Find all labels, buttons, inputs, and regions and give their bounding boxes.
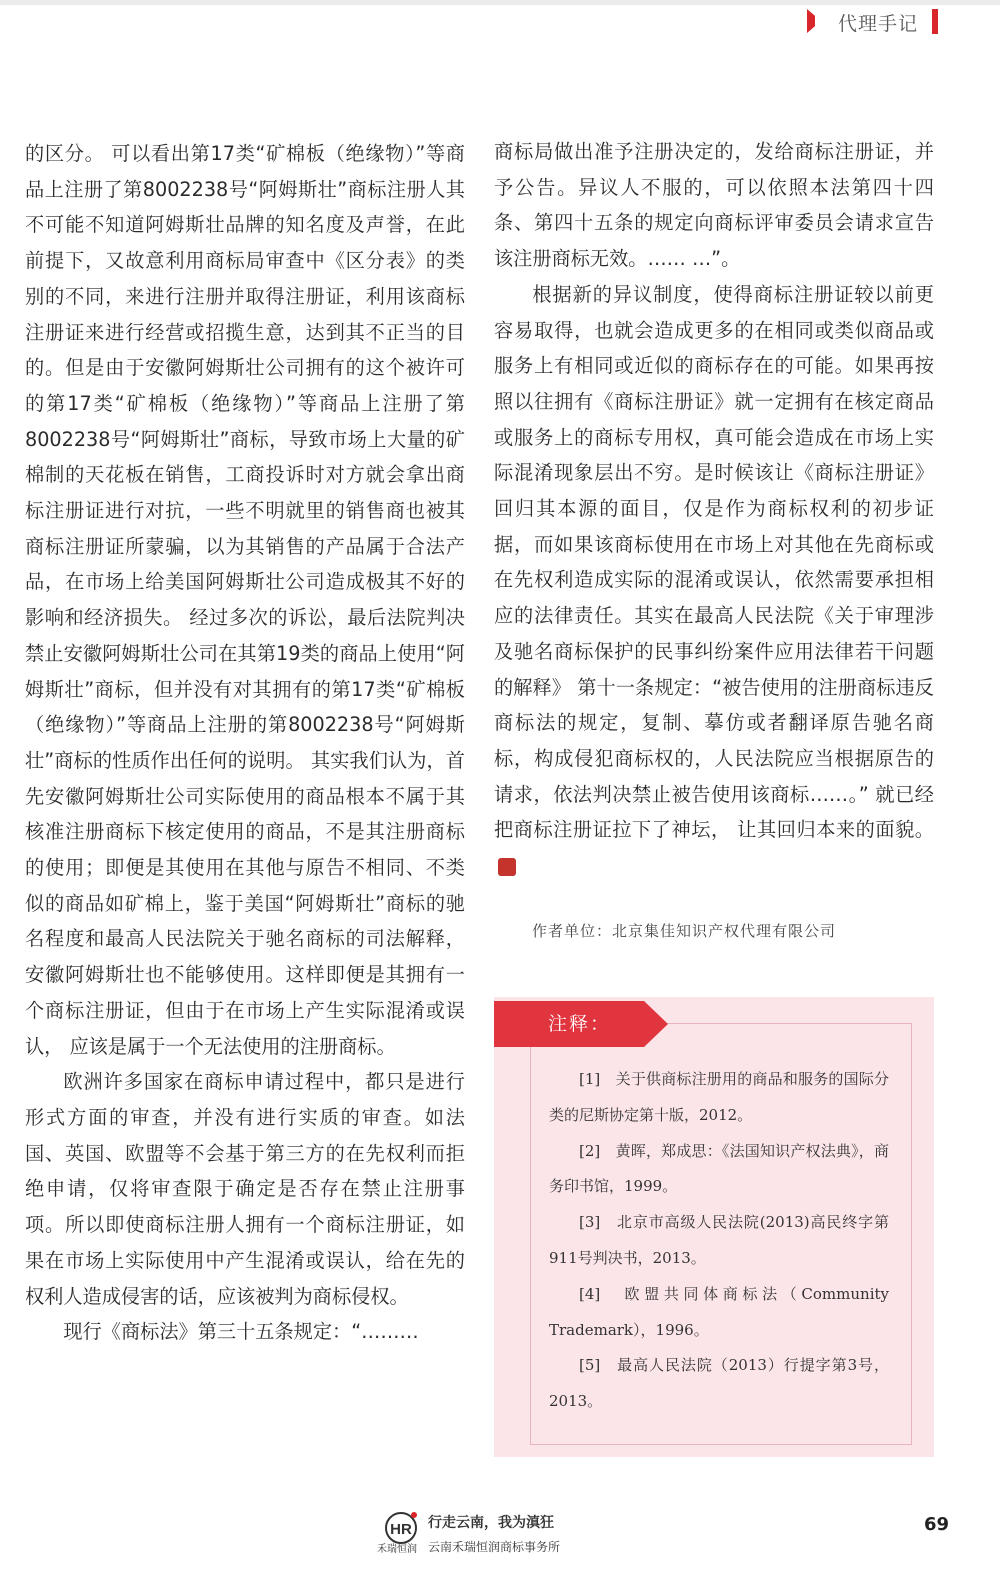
right-paragraph-2-text: 根据新的异议制度，使得商标注册证较以前更容易取得，也就会造成更多的在相同或类似商品或服务上有相同或近似的商标存在的可能。如果再按照以往拥有《商标注册证》就一定拥有在核定商品或服务上的商标专用权，真可能会造成在市场上实际混淆现象层出不穷。是时候该让《商标注册证》回归其本源的面目，仅是作为商标权利的初步证据，而如果该商标使用在市场上对其他在先商标或在先权利造成实际的混淆或误认，依然需要承担相应的法律责任。其实在最高人民法院《关于审理涉及驰名商标保护的民事纠纷案件应用法律若干问题的解释》 第十一条规定：“被告使用的注册商标违反商标法的规定，复制、摹仿或者翻译原告驰名商标，构成侵犯商标权的，人民法院应当根据原告的请求，依法判决禁止被告使用该商标……。” 就已经把商标注册证拉下了神坛， 让其回归本来的面貌。 [494, 282, 934, 842]
left-column [25, 136, 465, 1350]
page-number: 69 [924, 1514, 950, 1535]
footer-brand: 禾瑞恒润 [377, 1544, 417, 1555]
note-item-2: [2] 黄晖，郑成思：《法国知识产权法典》，商务印书馆，1999。 [549, 1141, 889, 1196]
header-rule [0, 0, 1000, 5]
page-header [0, 0, 1000, 46]
note-item-1: [1] 关于供商标注册用的商品和服务的国际分类的尼斯协定第十版，2012。 [549, 1070, 889, 1124]
left-paragraph-1: 的区分。 可以看出第17类“矿棉板（绝缘物）”等商品上注册了第8002238号“阿姆斯壮”商标注册人其不可能不知道阿姆斯壮品牌的知名度及声誉，在此前提下，又故意利用商标局审查中《区分表》的类别的不同，来进行注册并取得注册证，利用该商标注册证来进行经营或招揽生意，达到其不正当的目的。但是由于安徽阿姆斯壮公司拥有的这个被许可的第17类“矿棉板（绝缘物）”等商品上注册了第8002238号“阿姆斯壮”商标，导致市场上大量的矿棉制的天花板在销售，工商投诉时对方就会拿出商标注册证进行对抗，一些不明就里的销售商也被其商标注册证所蒙骗，以为其销售的产品属于合法产品，在市场上给美国阿姆斯壮公司造成极其不好的影响和经济损失。 经过多次的诉讼，最后法院判决禁止安徽阿姆斯壮公司在其第19类的商品上使用“阿姆斯壮”商标，但并没有对其拥有的第17类“矿棉板（绝缘物）”等商品上注册的第8002238号“阿姆斯壮”商标的性质作出任何的说明。 其实我们认为，首先安徽阿姆斯壮公司实际使用的商品根本不属于其核准注册商标下核定使用的商品，不是其注册商标的使用；即便是其使用在其他与原告不相同、不类似的商品如矿棉上，鉴于美国“阿姆斯壮”商标的驰名程度和最高人民法院关于驰名商标的司法解释，安徽阿姆斯壮也不能够使用。这样即便是其拥有一个商标注册证，但由于在市场上产生实际混淆或误认， 应该是属于一个无法使用的注册商标。 [25, 142, 465, 1058]
section-arrow-inner-icon [815, 13, 824, 29]
left-paragraph-3: 现行《商标法》第三十五条规定：“……… [63, 1320, 419, 1344]
note-item-5: [5] 最高人民法院（2013）行提字第3号，2013。 [549, 1356, 889, 1411]
right-paragraph-2 [494, 277, 934, 884]
notes-list [549, 1062, 889, 1420]
left-paragraph-2: 欧洲许多国家在商标申请过程中，都只是进行形式方面的审查，并没有进行实质的审查。如法国、英国、欧盟等不会基于第三方的在先权利而拒绝申请，仅将审查限于确定是否存在禁止注册事项。所以即使商标注册人拥有一个商标注册证，如果在市场上实际使用中产生混淆或误认，给在先的权利人造成侵害的话，应该被判为商标侵权。 [25, 1070, 465, 1308]
note-item-4: [4] 欧盟共同体商标法（Community Trademark），1996。 [549, 1284, 889, 1339]
note-item-3: [3] 北京市高级人民法院(2013)高民终字第911号判决书，2013。 [549, 1213, 889, 1267]
footer-company: 云南禾瑞恒润商标事务所 [428, 1540, 561, 1554]
author-affiliation: 作者单位：北京集佳知识产权代理有限公司 [532, 922, 837, 940]
right-paragraph-1: 商标局做出准予注册决定的，发给商标注册证，并予公告。异议人不服的，可以依照本法第四十四条、第四十五条的规定向商标评审委员会请求宣告该注册商标无效。…… …”。 [494, 140, 934, 271]
seal-icon [498, 858, 516, 876]
section-bar [932, 9, 938, 34]
notes-title: 注释： [548, 1013, 612, 1035]
footer-slogan: 行走云南，我为滇狂 [428, 1515, 554, 1531]
svg-text:HR: HR [390, 1521, 412, 1538]
section-title: 代理手记 [838, 13, 919, 35]
right-column [494, 134, 934, 884]
